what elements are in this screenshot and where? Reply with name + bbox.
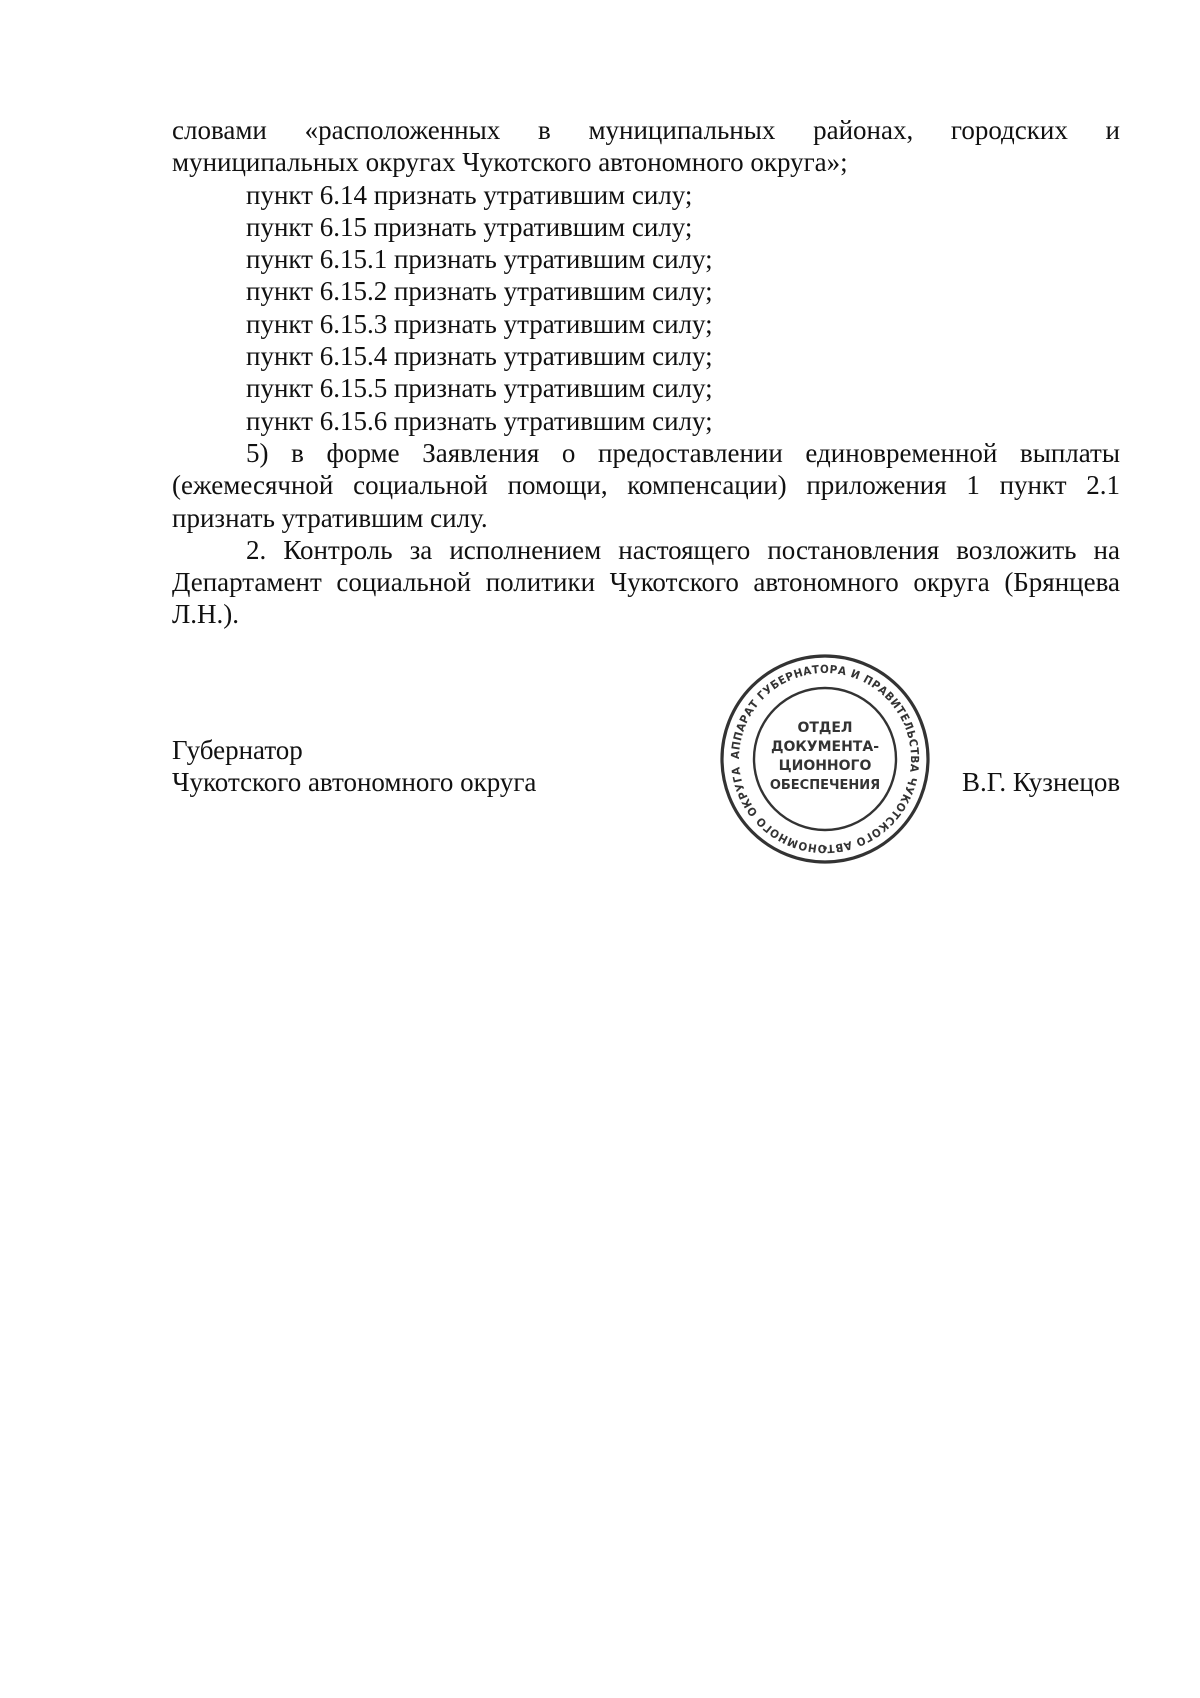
official-stamp bbox=[718, 652, 932, 866]
list-item: пункт 6.15.3 признать утратившим силу; bbox=[246, 308, 713, 339]
list-item: пункт 6.15 признать утратившим силу; bbox=[246, 211, 693, 242]
list-item: пункт 6.14 признать утратившим силу; bbox=[246, 179, 693, 210]
stamp-seal-graphic bbox=[718, 652, 932, 866]
list-item: пункт 6.15.6 признать утратившим силу; bbox=[246, 405, 713, 436]
signatory-title-line-1: Губернатор bbox=[172, 735, 303, 765]
repealed-items-list bbox=[172, 179, 1120, 437]
paragraph-item-5: 5) в форме Заявления о предоставлении единовременной выплаты (ежемесячной социальной помощи, компенсации) приложения 1 пункт 2.1 признать утратившим силу. bbox=[172, 437, 1120, 533]
stamp-center-line-4: ОБЕСПЕЧЕНИЯ bbox=[769, 778, 881, 793]
document-body bbox=[172, 114, 1120, 631]
stamp-center-line-3: ЦИОННОГО bbox=[778, 758, 872, 774]
paragraph-control-clause: 2. Контроль за исполнением настоящего постановления возложить на Департамент социальной политики Чукотского автономного округа (Брянцева Л.Н.). bbox=[172, 534, 1120, 630]
list-item: пункт 6.15.4 признать утратившим силу; bbox=[246, 341, 713, 372]
list-item: пункт 6.15.2 признать утратившим силу; bbox=[246, 276, 713, 307]
stamp-dot bbox=[823, 846, 827, 850]
stamp-ring-text-path: АППАРАТ ГУБЕРНАТОРА И ПРАВИТЕЛЬСТВА ЧУКОТСКОГО АВТОНОМНОГО ОКРУГА bbox=[728, 662, 922, 856]
signatory-title-line-2: Чукотского автономного округа bbox=[172, 767, 537, 797]
stamp-center-line-1: ОТДЕЛ bbox=[797, 720, 853, 736]
signatory-name: В.Г. Кузнецов bbox=[962, 767, 1121, 797]
paragraph-continuation: словами «расположенных в муниципальных районах, городских и муниципальных округах Чукотского автономного округа»; bbox=[172, 115, 1120, 178]
list-item: пункт 6.15.5 признать утратившим силу; bbox=[246, 373, 713, 404]
stamp-center-line-2: ДОКУМЕНТА- bbox=[770, 739, 880, 755]
list-item: пункт 6.15.1 признать утратившим силу; bbox=[246, 244, 713, 275]
